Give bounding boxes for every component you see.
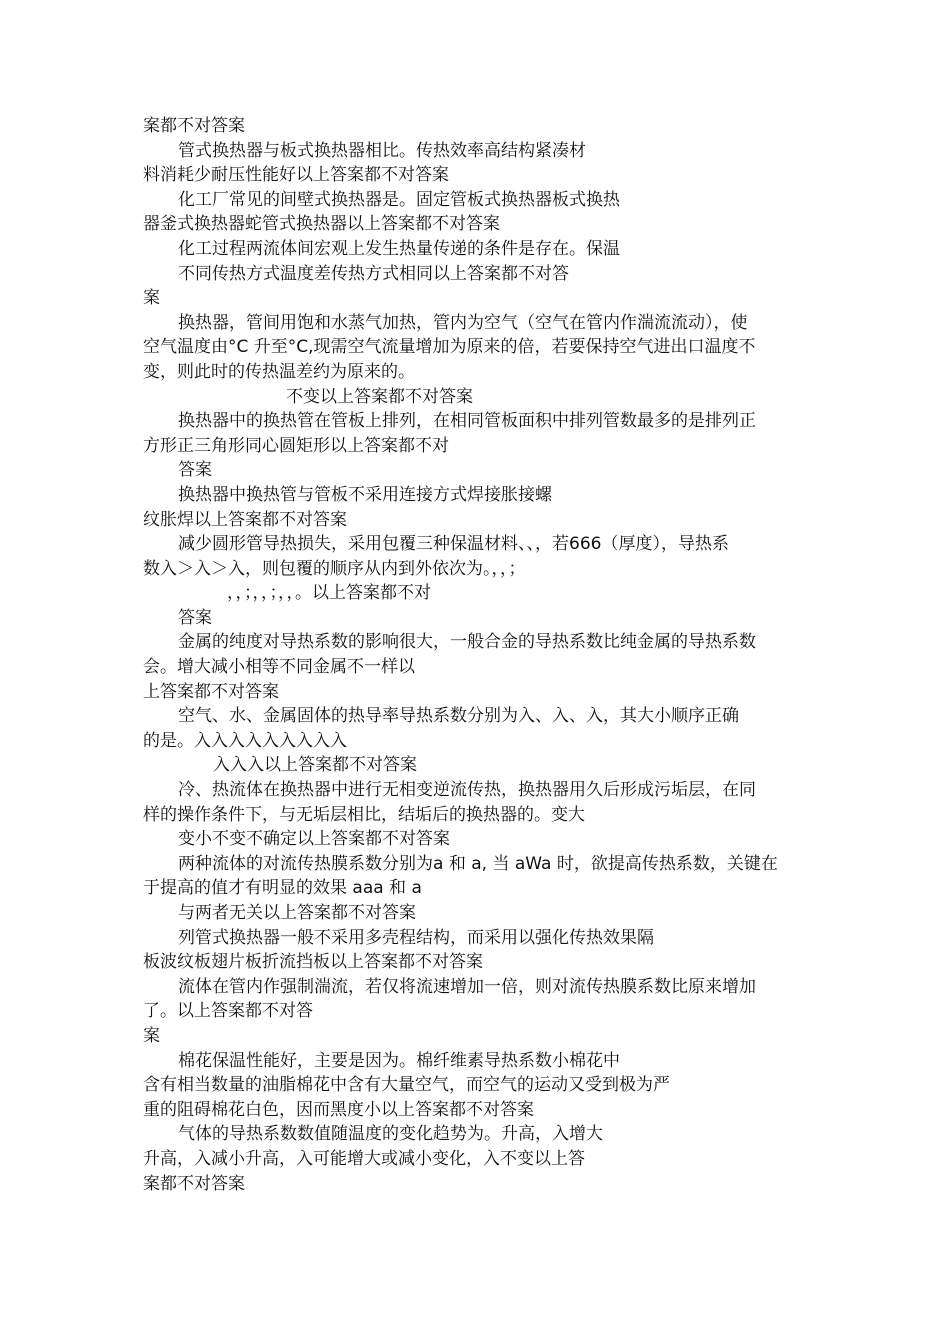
text-line: 变，则此时的传热温差约为原来的。 bbox=[143, 361, 415, 382]
text-line: 数入＞入＞入，则包覆的顺序从内到外依次为。，，； bbox=[143, 558, 526, 579]
text-line: 案 bbox=[143, 1025, 160, 1046]
text-line: 冷、热流体在换热器中进行无相变逆流传热，换热器用久后形成污垢层，在同 bbox=[178, 780, 756, 801]
text-line: 入入入以上答案都不对答案 bbox=[213, 755, 417, 776]
text-line: 案都不对答案 bbox=[143, 116, 245, 136]
text-line: 案都不对答案 bbox=[143, 1173, 245, 1194]
text-line: 板波纹板翅片板折流挡板以上答案都不对答案 bbox=[143, 952, 483, 973]
text-line: 了。以上答案都不对答 bbox=[143, 1001, 313, 1022]
text-line: 空气、水、金属固体的热导率导热系数分别为入、入、入，其大小顺序正确 bbox=[178, 706, 739, 727]
text-line: 减少圆形管导热损失，采用包覆三种保温材料、、，若666（厚度），导热系 bbox=[178, 534, 729, 555]
text-line: 金属的纯度对导热系数的影响很大，一般合金的导热系数比纯金属的导热系数 bbox=[178, 632, 756, 653]
text-line: 流体在管内作强制湍流，若仅将流速增加一倍，则对流传热膜系数比原来增加 bbox=[178, 976, 756, 997]
text-line: 案 bbox=[143, 288, 160, 309]
text-line: 棉花保温性能好，主要是因为。棉纤维素导热系数小棉花中 bbox=[178, 1050, 620, 1071]
text-line: 方形正三角形同心圆矩形以上答案都不对 bbox=[143, 435, 449, 456]
text-line: 答案 bbox=[178, 460, 212, 481]
text-line: 样的操作条件下，与无垢层相比，结垢后的换热器的。变大 bbox=[143, 804, 585, 825]
text-line: 换热器，管间用饱和水蒸气加热，管内为空气（空气在管内作湍流流动），使 bbox=[178, 312, 748, 333]
text-line: 重的阻碍棉花白色，因而黑度小以上答案都不对答案 bbox=[143, 1099, 534, 1120]
text-line: 含有相当数量的油脂棉花中含有大量空气，而空气的运动又受到极为严 bbox=[143, 1075, 670, 1096]
text-line: ，，；，，；，，。以上答案都不对 bbox=[227, 583, 431, 604]
text-line: 管式换热器与板式换热器相比。传热效率高结构紧凑材 bbox=[178, 140, 586, 161]
text-line: 换热器中的换热管在管板上排列，在相同管板面积中排列管数最多的是排列正 bbox=[178, 411, 756, 432]
text-line: 不同传热方式温度差传热方式相同以上答案都不对答 bbox=[178, 263, 569, 284]
text-line: 与两者无关以上答案都不对答案 bbox=[178, 903, 416, 923]
text-line: 于提高的值才有明显的效果 aaa 和 a bbox=[143, 878, 422, 899]
text-line: 列管式换热器一般不采用多壳程结构，而采用以强化传热效果隔 bbox=[178, 927, 654, 948]
text-line: 料消耗少耐压性能好以上答案都不对答案 bbox=[143, 165, 449, 186]
text-line: 化工过程两流体间宏观上发生热量传递的条件是存在。保温 bbox=[178, 238, 620, 259]
text-line: 不变以上答案都不对答案 bbox=[286, 386, 473, 407]
text-line: 变小不变不确定以上答案都不对答案 bbox=[178, 829, 450, 850]
text-line: 答案 bbox=[178, 607, 212, 628]
text-line: 器釜式换热器蛇管式换热器以上答案都不对答案 bbox=[143, 214, 500, 235]
text-line: 上答案都不对答案 bbox=[143, 681, 279, 702]
text-line: 空气温度由°C 升至°C,现需空气流量增加为原来的倍，若要保持空气进出口温度不 bbox=[143, 337, 756, 358]
text-line: 升高，入减小升高，入可能增大或减小变化，入不变以上答 bbox=[143, 1148, 585, 1169]
text-line: 的是。入入入入入入入入入 bbox=[143, 730, 347, 751]
text-line: 会。增大减小相等不同金属不一样以 bbox=[143, 657, 415, 678]
text-line: 两种流体的对流传热膜系数分别为a 和 a, 当 aWa 时，欲提高传热系数，关键在 bbox=[178, 853, 778, 874]
text-line: 气体的导热系数数值随温度的变化趋势为。升高，入增大 bbox=[178, 1124, 603, 1145]
document-body bbox=[143, 114, 833, 1196]
text-line: 纹胀焊以上答案都不对答案 bbox=[143, 509, 347, 530]
text-line: 化工厂常见的间壁式换热器是。固定管板式换热器板式换热 bbox=[178, 189, 620, 210]
text-line: 换热器中换热管与管板不采用连接方式焊接胀接螺 bbox=[178, 484, 552, 505]
